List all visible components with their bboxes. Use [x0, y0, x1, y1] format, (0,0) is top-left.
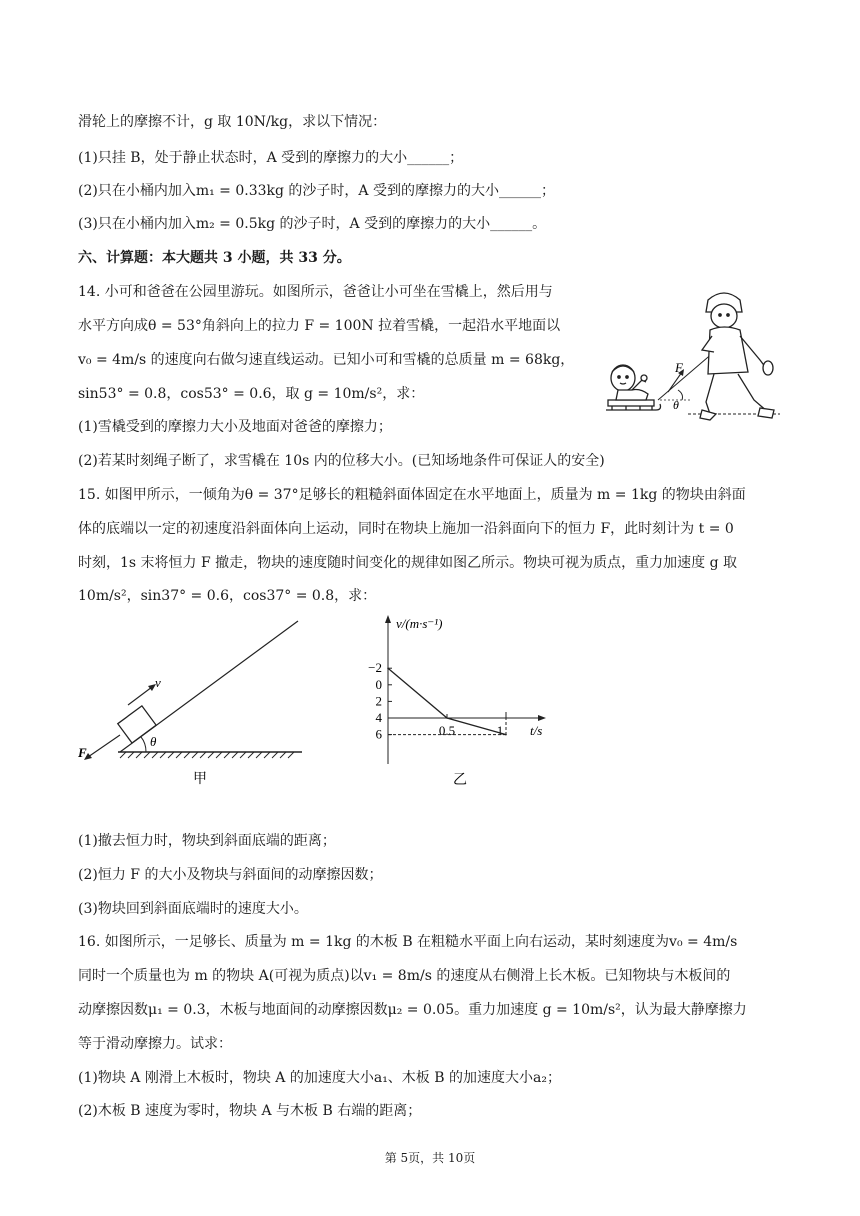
child-figure: [611, 365, 648, 400]
p15-line-3: 时刻，1s 末将恒力 F 撤走，物块的速度随时间变化的规律如图乙所示。物块可视为质点，重力加速度 g 取: [78, 555, 738, 571]
sled-figure: [598, 282, 798, 432]
y-tick-label-1: 4: [375, 710, 382, 725]
p16-line-1: 16. 如图所示，一足够长、质量为 m = 1kg 的木板 B 在粗糙水平面上向右运动，某时刻速度为v₀ = 4m/s: [78, 934, 738, 950]
y-tick-label-3: 0: [375, 676, 382, 692]
x-axis-label: t/s: [530, 723, 543, 738]
p16-line-3: 动摩擦因数μ₁ = 0.3，木板与地面间的动摩擦因数μ₂ = 0.05。重力加速度 g = 10m/s²，认为最大静摩擦力: [78, 1002, 747, 1018]
p15-line-2: 体的底端以一定的初速度沿斜面体向上运动，同时在物块上施加一沿斜面向下的恒力 F，此时刻计为 t = 0: [78, 521, 734, 537]
p14-question-2: (2)若某时刻绳子断了，求雪橇在 10s 内的位移大小。(已知场地条件可保证人的安全): [78, 453, 605, 469]
figure-caption-jia: 甲: [193, 771, 207, 787]
p14-line-3: v₀ = 4m/s 的速度向右做匀速直线运动。已知小可和雪橇的总质量 m = 68kg，: [78, 352, 575, 368]
p14-line-2: 水平方向成θ = 53°角斜向上的拉力 F = 100N 拉着雪橇，一起沿水平地面以: [78, 318, 561, 334]
father-figure: [700, 293, 774, 420]
y-axis-arrow: [385, 615, 391, 623]
force-label: F: [78, 745, 87, 760]
p16-question-1: (1)物块 A 刚滑上木板时，物块 A 的加速度大小a₁、木板 B 的加速度大小a₂；: [78, 1070, 561, 1086]
p15-question-2: (2)恒力 F 的大小及物块与斜面间的动摩擦因数；: [78, 867, 383, 883]
data-point-0: [387, 667, 389, 669]
sled: [606, 400, 661, 410]
y-axis-label: v/(m·s⁻¹): [396, 616, 443, 631]
p14-question-1: (1)雪橇受到的摩擦力大小及地面对爸爸的摩擦力；: [78, 419, 392, 435]
y-tick-label-2: 2: [375, 693, 382, 709]
p16-line-4: 等于滑动摩擦力。试求：: [78, 1036, 232, 1052]
velocity-time-chart: [360, 612, 570, 792]
velocity-label: v: [155, 675, 161, 690]
x-tick-label-0: 0.5: [438, 723, 456, 738]
p15-question-1: (1)撤去恒力时，物块到斜面底端的距离；: [78, 833, 336, 849]
incline-figure: [70, 615, 330, 790]
y-tick-label-0: 6: [375, 726, 382, 742]
data-point-1: [446, 717, 448, 719]
p16-question-2: (2)木板 B 速度为零时，物块 A 与木板 B 右端的距离；: [78, 1103, 422, 1119]
p15-question-3: (3)物块回到斜面底端时的速度大小。: [78, 901, 308, 917]
p15-line-4: 10m/s²，sin37° = 0.6，cos37° = 0.8，求：: [78, 588, 377, 604]
y-tick-label-4: −2: [368, 660, 382, 676]
p14-line-4: sin53° = 0.8，cos53° = 0.6，取 g = 10m/s²，求：: [78, 386, 425, 402]
data-point-2: [505, 734, 507, 736]
incline-angle-label: θ: [150, 734, 157, 749]
p14-line-1: 14. 小可和爸爸在公园里游玩。如图所示，爸爸让小可坐在雪橇上，然后用与: [78, 284, 553, 300]
ground-hatch: [120, 752, 294, 758]
sled-angle-label: θ: [673, 398, 679, 412]
x-axis-arrow: [538, 715, 546, 721]
p15-line-1: 15. 如图甲所示，一倾角为θ = 37°足够长的粗糙斜面体固定在水平地面上，质量为 m = 1kg 的物块由斜面: [78, 487, 746, 503]
section-heading: 六、计算题：本大题共 3 小题，共 33 分。: [78, 250, 351, 266]
p16-line-2: 同时一个质量也为 m 的物块 A(可视为质点)以v₁ = 8m/s 的速度从右侧滑上长木板。已知物块与木板间的: [78, 968, 731, 984]
figure-caption-yi: 乙: [453, 772, 467, 788]
p13-question-1: (1)只挂 B，处于静止状态时，A 受到的摩擦力的大小______；: [78, 150, 464, 166]
p13-question-3: (3)只在小桶内加入m₂ = 0.5kg 的沙子时，A 受到的摩擦力的大小______。: [78, 216, 547, 232]
p13-question-2: (2)只在小桶内加入m₁ = 0.33kg 的沙子时，A 受到的摩擦力的大小______；: [78, 183, 555, 199]
page-footer: 第 5页，共 10页: [384, 1151, 476, 1165]
x-tick-label-1: 1: [496, 723, 504, 738]
p13-intro: 滑轮上的摩擦不计，g 取 10N/kg，求以下情况：: [78, 114, 387, 130]
sled-force-label: F: [675, 360, 683, 375]
